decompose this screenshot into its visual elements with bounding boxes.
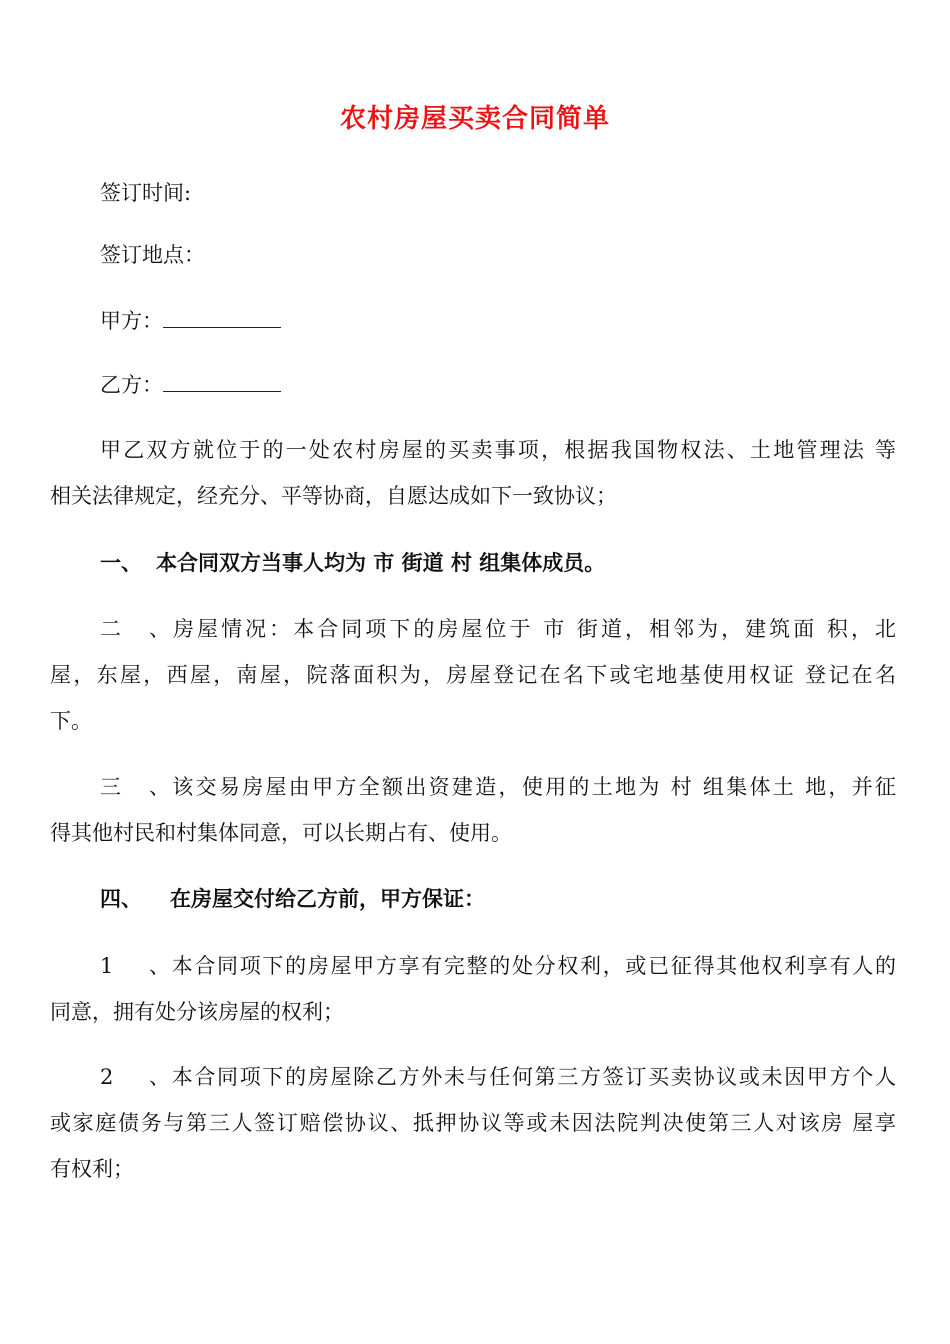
section-3-line-2: 得其他村民和村集体同意，可以长期占有、使用。 [50,821,512,845]
item-2-line-1 [50,1054,896,1100]
section-1-text: 本合同双方当事人均为 市 街道 村 组集体成员。 [156,550,606,575]
section-1 [100,540,605,586]
section-2-line-1 [50,606,896,652]
item-2-line-2: 或家庭债务与第三人签订赔偿协议、抵押协议等或未因法院判决使第三人对该房 屋享 [50,1111,896,1135]
section-2-line-1-text: 房屋情况：本合同项下的房屋位于 市 街道，相邻为，建筑面 积，北 [170,617,896,641]
section-3-number: 三、 [100,775,170,799]
section-3-line-1-text: 该交易房屋由甲方全额出资建造，使用的土地为 村 组集体土 地，并征 [170,775,896,799]
intro-paragraph [50,427,896,519]
sign-place-label: 签订地点： [100,243,205,267]
section-4-text: 在房屋交付给乙方前，甲方保证： [170,886,485,911]
item-2-number: 2、 [100,1065,170,1089]
sign-time-label: 签订时间: [100,181,192,205]
section-2-line-2: 屋，东屋，西屋，南屋，院落面积为，房屋登记在名下或宅地基使用权证 登记在名 [50,663,896,687]
section-2 [50,606,896,744]
item-2-line-3: 有权利； [50,1157,134,1181]
party-b-label: 乙方： [100,373,163,397]
party-b-blank[interactable] [163,373,281,392]
item-1-line-2: 同意，拥有处分该房屋的权利； [50,1000,344,1024]
item-1-number: 1、 [100,954,170,978]
section-3-line-1 [50,764,896,810]
item-1 [50,943,896,1035]
section-2-number: 二、 [100,617,170,641]
item-1-line-1 [50,943,896,989]
section-3 [50,764,896,856]
section-4 [100,876,485,922]
intro-line-2: 相关法律规定，经充分、平等协商，自愿达成如下一致协议； [50,484,617,508]
party-a-blank[interactable] [163,309,281,328]
party-a-row [100,298,281,344]
party-b-row [100,362,281,408]
item-2 [50,1054,896,1192]
section-1-number: 一、 [100,550,142,575]
item-2-line-1-text: 本合同项下的房屋除乙方外未与任何第三方签订买卖协议或未因甲方个人 [170,1065,896,1089]
item-1-line-1-text: 本合同项下的房屋甲方享有完整的处分权利，或已征得其他权利享有人的 [170,954,896,978]
section-4-number: 四、 [100,886,142,911]
party-a-label: 甲方： [100,309,163,333]
intro-line-1: 甲乙双方就位于的一处农村房屋的买卖事项，根据我国物权法、土地管理法 等 [100,438,896,462]
document-title: 农村房屋买卖合同简单 [339,104,610,134]
section-2-line-3: 下。 [50,709,92,733]
